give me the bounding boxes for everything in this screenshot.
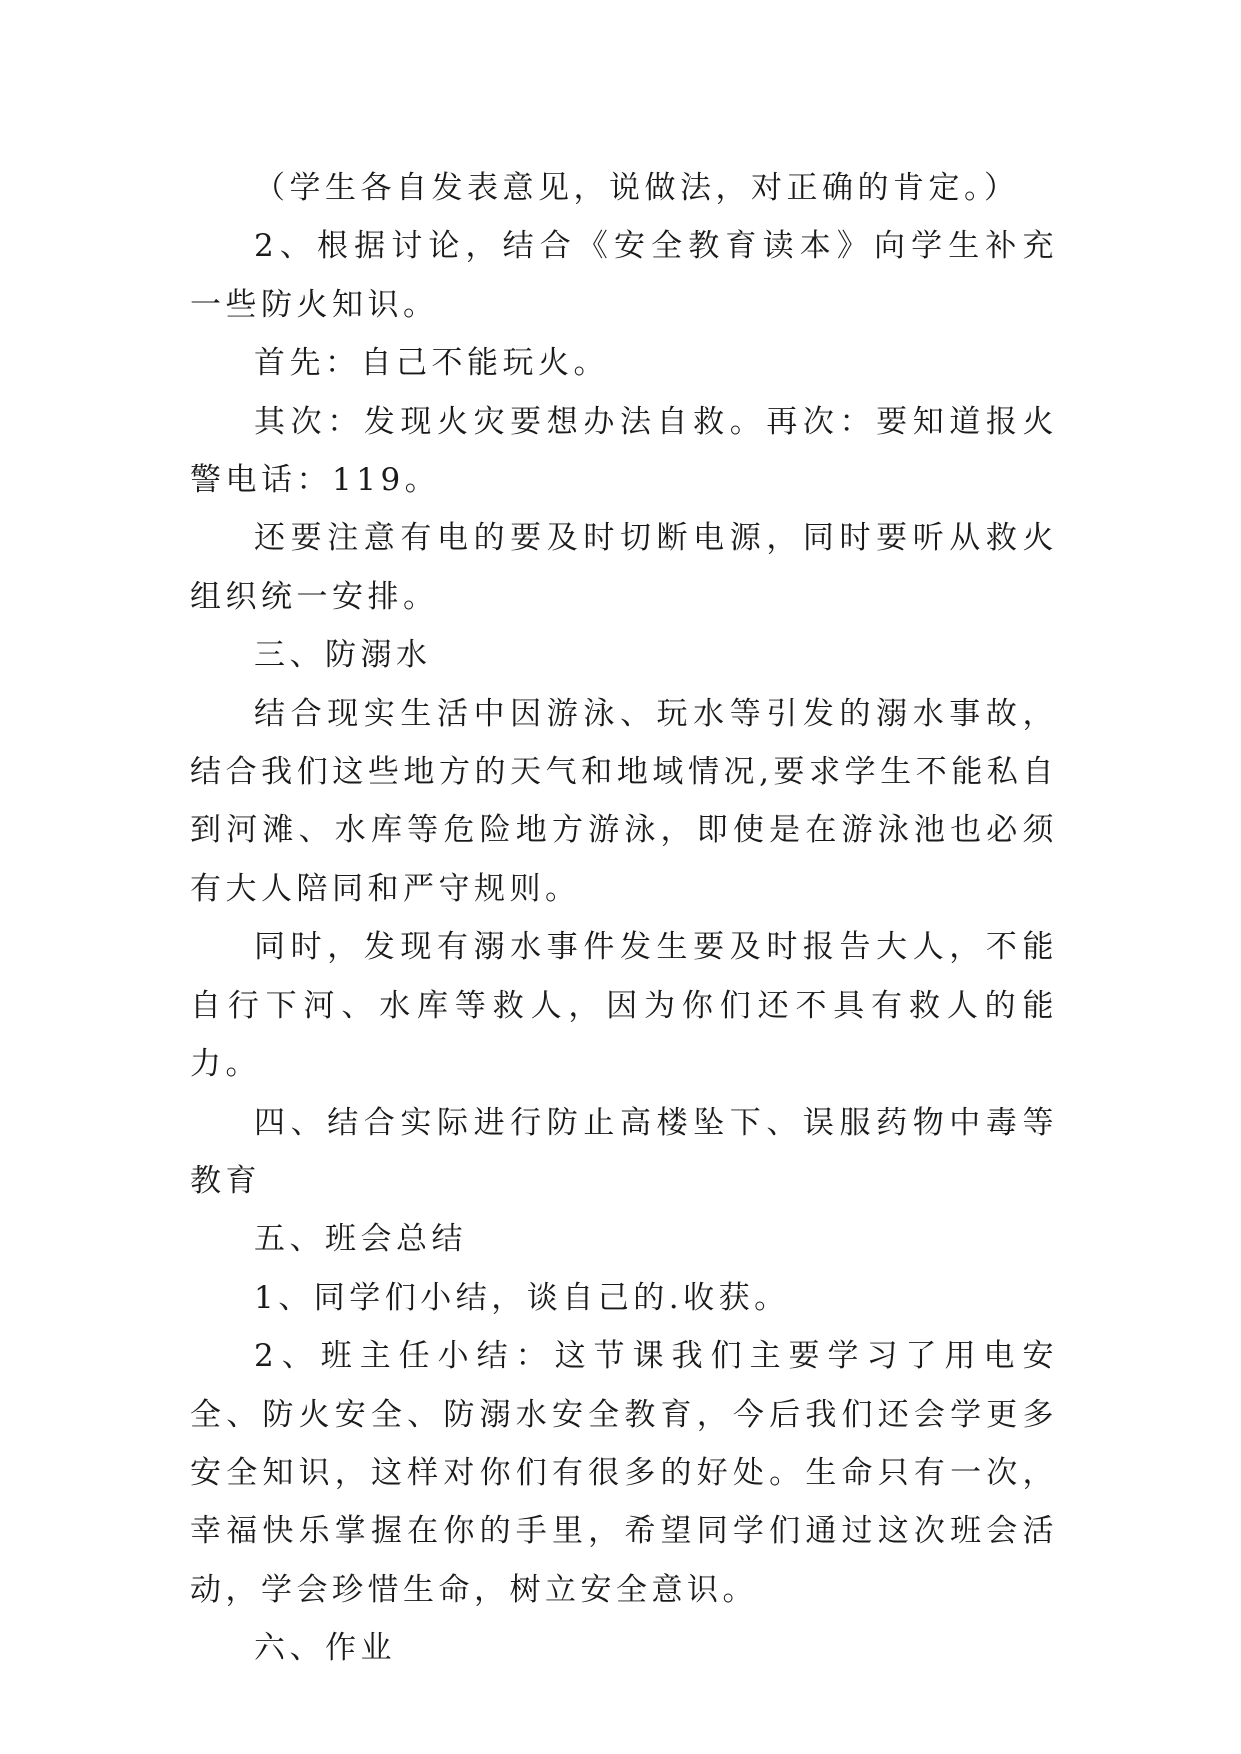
paragraph-drowning-rules: 结合现实生活中因游泳、玩水等引发的溺水事故，结合我们这些地方的天气和地域情况,要求学生不能私自到河滩、水库等危险地方游泳，即使是在游泳池也必须有大人陪同和严守规则。 xyxy=(190,695,1058,907)
section-heading-other-education: 四、结合实际进行防止高楼坠下、误服药物中毒等教育 xyxy=(190,1104,1058,1199)
paragraph-student-opinions: （学生各自发表意见，说做法，对正确的肯定。） xyxy=(254,170,1020,206)
paragraph-drowning-report: 同时，发现有溺水事件发生要及时报告大人，不能自行下河、水库等救人，因为你们还不具有救人的能力。 xyxy=(190,929,1058,1083)
paragraph-student-summary: 1、同学们小结，谈自己的.收获。 xyxy=(254,1279,790,1316)
document-body xyxy=(190,159,1058,1678)
paragraph-second-third: 其次：发现火灾要想办法自救。再次：要知道报火警电话：119。 xyxy=(190,403,1058,499)
section-heading-homework: 六、作业 xyxy=(254,1630,396,1667)
section-heading-summary: 五、班会总结 xyxy=(254,1221,467,1258)
paragraph-teacher-summary: 2、班主任小结：这节课我们主要学习了用电安全、防火安全、防溺水安全教育，今后我们还会学更多安全知识，这样对你们有很多的好处。生命只有一次，幸福快乐掌握在你的手里，希望同学们通过这次班会活动，学会珍惜生命，树立安全意识。 xyxy=(190,1338,1058,1608)
paragraph-cut-power: 还要注意有电的要及时切断电源，同时要听从救火组织统一安排。 xyxy=(190,520,1058,615)
paragraph-first: 首先：自己不能玩火。 xyxy=(254,345,609,382)
paragraph-fire-knowledge: 2、根据讨论，结合《安全教育读本》向学生补充一些防火知识。 xyxy=(190,228,1058,323)
section-heading-drowning: 三、防溺水 xyxy=(254,637,432,674)
